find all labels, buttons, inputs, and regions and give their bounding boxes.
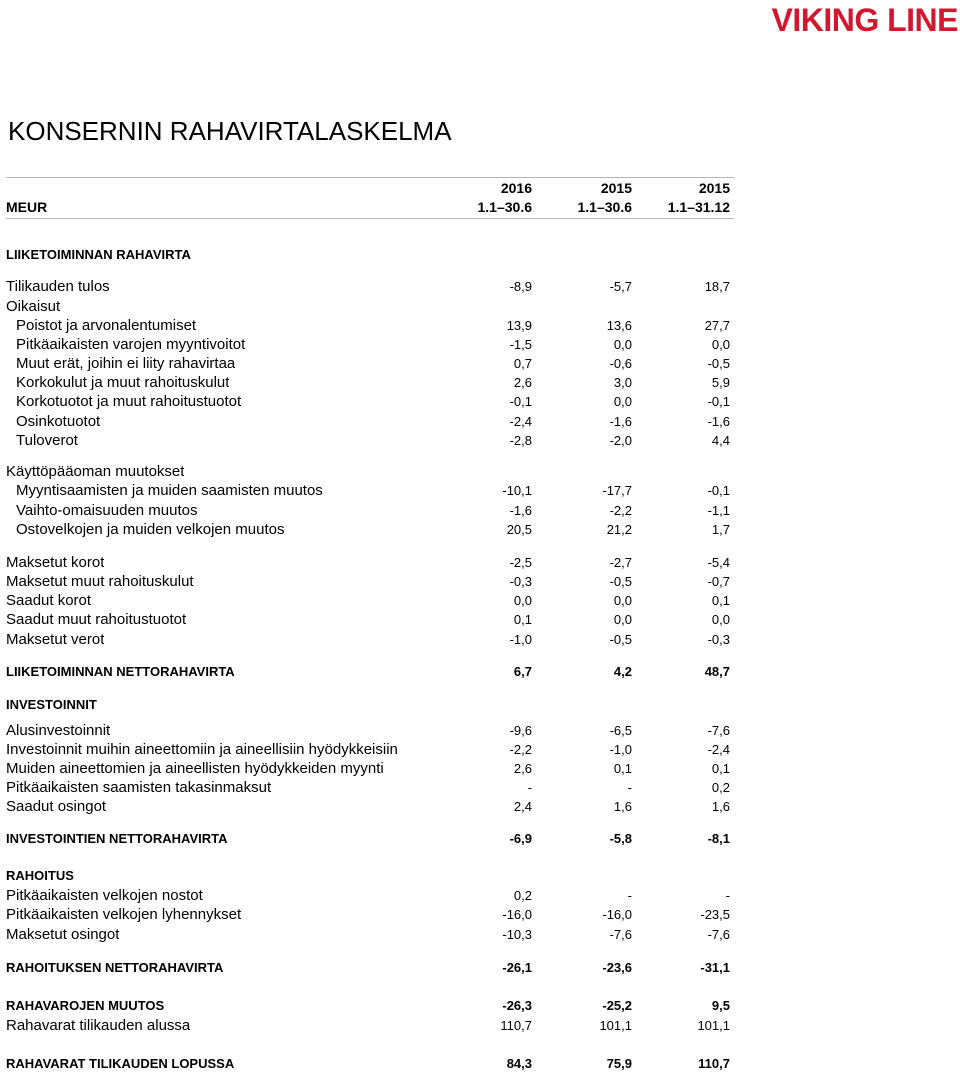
header-years-row — [0, 178, 960, 198]
table-row — [0, 1016, 960, 1036]
table-row — [0, 553, 960, 573]
value-cell-3: 0,0 — [711, 337, 730, 352]
header-year-3: 2015 — [698, 180, 730, 196]
value-cell-3: - — [725, 888, 730, 903]
table-row — [0, 630, 960, 650]
value-cell-1: 0,0 — [513, 593, 532, 608]
row-label: Tuloverot — [16, 432, 78, 449]
value-cell-1: -2,2 — [509, 742, 532, 757]
row-label: Investoinnit muihin aineettomiin ja aineellisiin hyödykkeisiin — [6, 741, 398, 758]
row-label: Ostovelkojen ja muiden velkojen muutos — [16, 521, 285, 538]
value-cell-1: -26,3 — [502, 998, 532, 1013]
row-label: Maksetut verot — [6, 631, 105, 648]
value-cell-1: 2,6 — [513, 761, 532, 776]
row-label: Alusinvestoinnit — [6, 722, 111, 739]
value-cell-2: 0,1 — [613, 761, 632, 776]
row-label: Rahavarat tilikauden alussa — [6, 1017, 191, 1034]
table-row — [0, 591, 960, 611]
value-cell-1: -10,3 — [502, 927, 532, 942]
value-cell-3: -0,1 — [707, 394, 730, 409]
value-cell-2: 4,2 — [613, 664, 632, 679]
value-cell-1: 110,7 — [500, 1018, 532, 1033]
value-cell-3: 0,1 — [711, 761, 730, 776]
logo-text: VIKING LINE — [771, 2, 958, 38]
row-label: Korkokulut ja muut rahoituskulut — [16, 374, 230, 391]
value-cell-1: 13,9 — [506, 318, 532, 333]
value-cell-2: 0,0 — [613, 337, 632, 352]
table-row — [0, 905, 960, 925]
value-cell-1: -2,5 — [509, 555, 532, 570]
table-row — [0, 740, 960, 760]
value-cell-3: -31,1 — [700, 960, 730, 975]
value-cell-1: -26,1 — [502, 960, 532, 975]
value-cell-2: - — [627, 888, 632, 903]
row-label: Myyntisaamisten ja muiden saamisten muutos — [16, 482, 323, 499]
value-cell-3: -1,6 — [707, 414, 730, 429]
row-label: RAHOITUS — [6, 868, 74, 883]
table-row — [0, 520, 960, 540]
value-cell-2: -1,6 — [609, 414, 632, 429]
header-period-1: 1.1–30.6 — [477, 199, 532, 215]
value-cell-2: 21,2 — [606, 522, 632, 537]
table-row — [0, 245, 960, 265]
value-cell-3: 27,7 — [704, 318, 730, 333]
value-cell-2: -7,6 — [609, 927, 632, 942]
value-cell-2: 101,1 — [599, 1018, 632, 1033]
value-cell-2: -6,5 — [609, 723, 632, 738]
header-divider-bottom — [6, 218, 734, 219]
value-cell-2: 1,6 — [613, 799, 632, 814]
value-cell-2: -5,7 — [609, 279, 632, 294]
value-cell-1: -1,5 — [509, 337, 532, 352]
value-cell-3: 0,0 — [711, 612, 730, 627]
value-cell-1: -2,4 — [509, 414, 532, 429]
row-label: Osinkotuotot — [16, 413, 101, 430]
row-label: RAHAVARAT TILIKAUDEN LOPUSSA — [6, 1056, 235, 1071]
value-cell-2: - — [627, 780, 632, 795]
row-label: Vaihto-omaisuuden muutos — [16, 502, 198, 519]
row-label: Saadut muut rahoitustuotot — [6, 611, 187, 628]
row-label: Muut erät, joihin ei liity rahavirtaa — [16, 355, 236, 372]
value-cell-2: -2,2 — [609, 503, 632, 518]
value-cell-3: 1,6 — [711, 799, 730, 814]
value-cell-2: -16,0 — [602, 907, 632, 922]
table-row — [0, 797, 960, 817]
row-label: Poistot ja arvonalentumiset — [16, 317, 197, 334]
value-cell-1: -0,3 — [509, 574, 532, 589]
table-row — [0, 481, 960, 501]
value-cell-1: 20,5 — [506, 522, 532, 537]
table-row — [0, 373, 960, 393]
row-label: Saadut osingot — [6, 798, 107, 815]
value-cell-2: -17,7 — [602, 483, 632, 498]
value-cell-3: -7,6 — [707, 927, 730, 942]
value-cell-3: 0,2 — [711, 780, 730, 795]
row-label: Korkotuotot ja muut rahoitustuotot — [16, 393, 242, 410]
viking-line-logo — [720, 0, 960, 40]
value-cell-3: -0,7 — [707, 574, 730, 589]
table-row — [0, 610, 960, 630]
value-cell-1: -10,1 — [502, 483, 532, 498]
value-cell-3: -1,1 — [707, 503, 730, 518]
value-cell-3: -0,5 — [707, 356, 730, 371]
value-cell-2: -23,6 — [602, 960, 632, 975]
table-row — [0, 354, 960, 374]
value-cell-2: -25,2 — [602, 998, 632, 1013]
row-label: RAHAVAROJEN MUUTOS — [6, 998, 165, 1013]
table-row — [0, 462, 960, 482]
row-label: Maksetut muut rahoituskulut — [6, 573, 194, 590]
value-cell-3: 4,4 — [711, 433, 730, 448]
value-cell-3: 5,9 — [711, 375, 730, 390]
table-row — [0, 925, 960, 945]
table-row — [0, 958, 960, 978]
value-cell-3: -0,1 — [707, 483, 730, 498]
header-year-2: 2015 — [600, 180, 632, 196]
table-row — [0, 297, 960, 317]
row-label: Pitkäaikaisten velkojen nostot — [6, 887, 203, 904]
value-cell-2: 3,0 — [613, 375, 632, 390]
value-cell-1: -0,1 — [509, 394, 532, 409]
value-cell-2: -5,8 — [609, 831, 632, 846]
table-row — [0, 316, 960, 336]
table-row — [0, 412, 960, 432]
row-label: Saadut korot — [6, 592, 92, 609]
value-cell-3: 101,1 — [697, 1018, 730, 1033]
value-cell-1: -1,6 — [509, 503, 532, 518]
table-row — [0, 695, 960, 715]
value-cell-3: 48,7 — [704, 664, 730, 679]
value-cell-1: -16,0 — [502, 907, 532, 922]
value-cell-1: 84,3 — [506, 1056, 532, 1071]
value-cell-3: -23,5 — [700, 907, 730, 922]
value-cell-2: -0,5 — [609, 574, 632, 589]
page-title: KONSERNIN RAHAVIRTALASKELMA — [8, 116, 452, 146]
value-cell-2: 13,6 — [606, 318, 632, 333]
table-row — [0, 886, 960, 906]
header-periods-row — [0, 197, 960, 217]
table-row — [0, 572, 960, 592]
header-unit: MEUR — [6, 199, 48, 215]
table-row — [0, 829, 960, 849]
value-cell-1: -8,9 — [509, 279, 532, 294]
row-label: Pitkäaikaisten velkojen lyhennykset — [6, 906, 242, 923]
value-cell-1: 2,4 — [513, 799, 532, 814]
row-label: LIIKETOIMINNAN RAHAVIRTA — [6, 247, 191, 262]
row-label: Käyttöpääoman muutokset — [6, 463, 185, 480]
row-label: Pitkäaikaisten saamisten takasinmaksut — [6, 779, 272, 796]
value-cell-2: -1,0 — [609, 742, 632, 757]
value-cell-2: 0,0 — [613, 612, 632, 627]
row-label: Tilikauden tulos — [6, 278, 110, 295]
value-cell-2: -2,7 — [609, 555, 632, 570]
value-cell-3: 18,7 — [704, 279, 730, 294]
table-row — [0, 277, 960, 297]
row-label: Pitkäaikaisten varojen myyntivoitot — [16, 336, 246, 353]
row-label: INVESTOINNIT — [6, 697, 97, 712]
value-cell-1: 0,1 — [513, 612, 532, 627]
value-cell-3: 1,7 — [711, 522, 730, 537]
value-cell-3: -8,1 — [707, 831, 730, 846]
row-label: LIIKETOIMINNAN NETTORAHAVIRTA — [6, 664, 235, 679]
table-row — [0, 501, 960, 521]
value-cell-2: 0,0 — [613, 593, 632, 608]
table-row — [0, 778, 960, 798]
value-cell-3: 0,1 — [711, 593, 730, 608]
row-label: Maksetut korot — [6, 554, 105, 571]
value-cell-3: -0,3 — [707, 632, 730, 647]
value-cell-2: -0,6 — [609, 356, 632, 371]
table-row — [0, 721, 960, 741]
value-cell-2: -2,0 — [609, 433, 632, 448]
table-row — [0, 431, 960, 451]
table-row — [0, 662, 960, 682]
value-cell-3: 110,7 — [698, 1056, 730, 1071]
table-row — [0, 866, 960, 886]
value-cell-2: -0,5 — [609, 632, 632, 647]
value-cell-1: -9,6 — [509, 723, 532, 738]
value-cell-1: -1,0 — [509, 632, 532, 647]
table-row — [0, 996, 960, 1016]
value-cell-2: 75,9 — [606, 1056, 632, 1071]
value-cell-1: 6,7 — [513, 664, 532, 679]
value-cell-1: -6,9 — [509, 831, 532, 846]
row-label: Oikaisut — [6, 298, 61, 315]
value-cell-1: -2,8 — [509, 433, 532, 448]
row-label: INVESTOINTIEN NETTORAHAVIRTA — [6, 831, 228, 846]
value-cell-3: -5,4 — [707, 555, 730, 570]
value-cell-2: 0,0 — [613, 394, 632, 409]
table-row — [0, 335, 960, 355]
table-row — [0, 392, 960, 412]
row-label: RAHOITUKSEN NETTORAHAVIRTA — [6, 960, 224, 975]
value-cell-1: 0,2 — [513, 888, 532, 903]
row-label: Muiden aineettomien ja aineellisten hyödykkeiden myynti — [6, 760, 384, 777]
value-cell-3: -2,4 — [707, 742, 730, 757]
value-cell-1: 0,7 — [513, 356, 532, 371]
value-cell-1: - — [527, 780, 532, 795]
value-cell-3: -7,6 — [707, 723, 730, 738]
table-row — [0, 1054, 960, 1074]
table-row — [0, 759, 960, 779]
value-cell-3: 9,5 — [711, 998, 730, 1013]
header-period-2: 1.1–30.6 — [577, 199, 632, 215]
header-period-3: 1.1–31.12 — [667, 199, 730, 215]
header-year-1: 2016 — [500, 180, 532, 196]
value-cell-1: 2,6 — [513, 375, 532, 390]
row-label: Maksetut osingot — [6, 926, 120, 943]
